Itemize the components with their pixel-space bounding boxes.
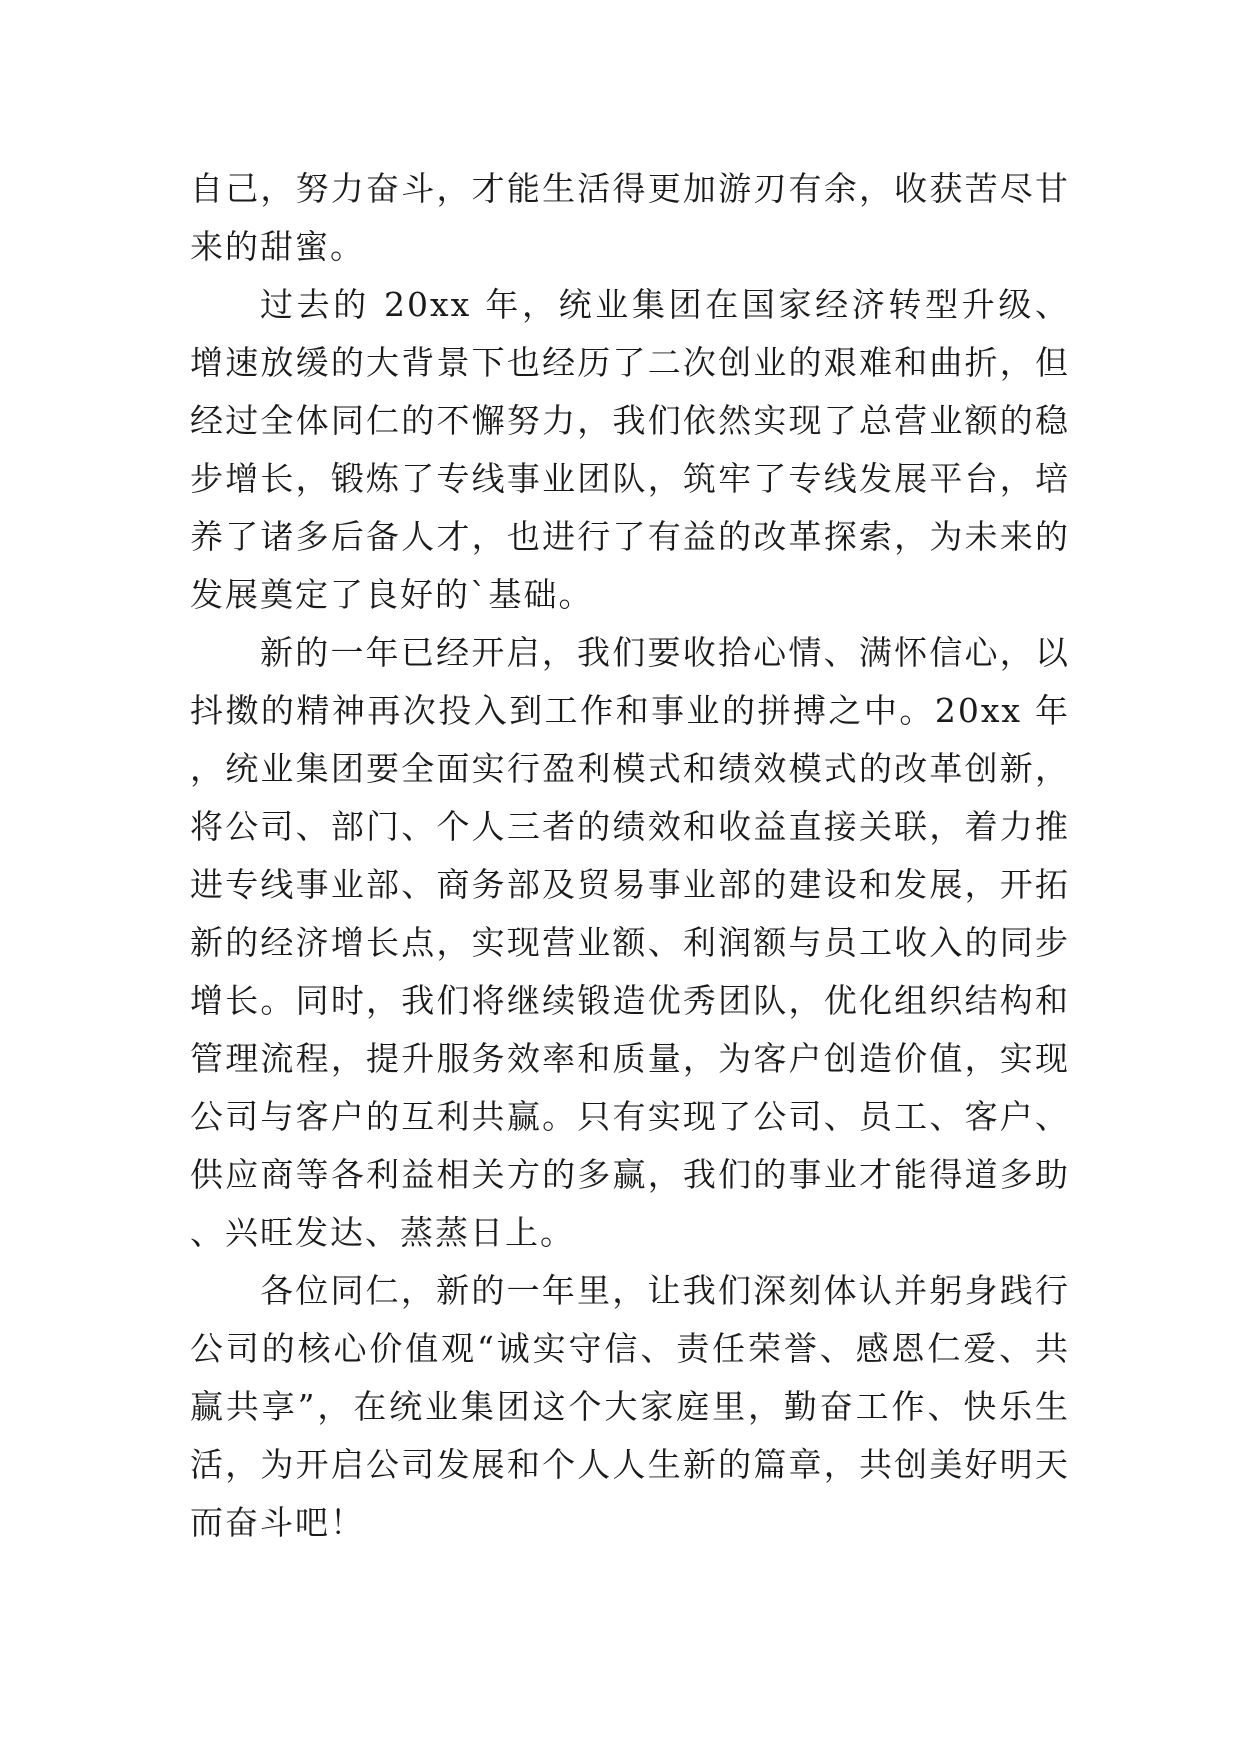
paragraph-4: 各位同仁，新的一年里，让我们深刻体认并躬身践行公司的核心价值观“诚实守信、责任荣誉、感恩仁爱、共赢共享”，在统业集团这个大家庭里，勤奋工作、快乐生活，为开启公司发展和个人人生新的篇章，共创美好明天而奋斗吧！ xyxy=(190,1271,1070,1542)
paragraph-2: 过去的 20xx 年，统业集团在国家经济转型升级、增速放缓的大背景下也经历了二次创业的艰难和曲折，但经过全体同仁的不懈努力，我们依然实现了总营业额的稳步增长，锻炼了专线事业团队，筑牢了专线发展平台，培养了诸多后备人才，也进行了有益的改革探索，为未来的发展奠定了良好的`基础。 xyxy=(190,285,1070,614)
document-body xyxy=(190,160,1070,1552)
paragraph-1: 自己，努力奋斗，才能生活得更加游刃有余，收获苦尽甘来的甜蜜。 xyxy=(190,169,1070,266)
paragraph-3: 新的一年已经开启，我们要收拾心情、满怀信心，以抖擞的精神再次投入到工作和事业的拼搏之中。20xx 年，统业集团要全面实行盈利模式和绩效模式的改革创新，将公司、部门、个人三者的绩效和收益直接关联，着力推进专线事业部、商务部及贸易事业部的建设和发展，开拓新的经济增长点，实现营业额、利润额与员工收入的同步增长。同时，我们将继续锻造优秀团队，优化组织结构和管理流程，提升服务效率和质量，为客户创造价值，实现公司与客户的互利共赢。只有实现了公司、员工、客户、供应商等各利益相关方的多赢，我们的事业才能得道多助、兴旺发达、蒸蒸日上。 xyxy=(190,633,1070,1252)
